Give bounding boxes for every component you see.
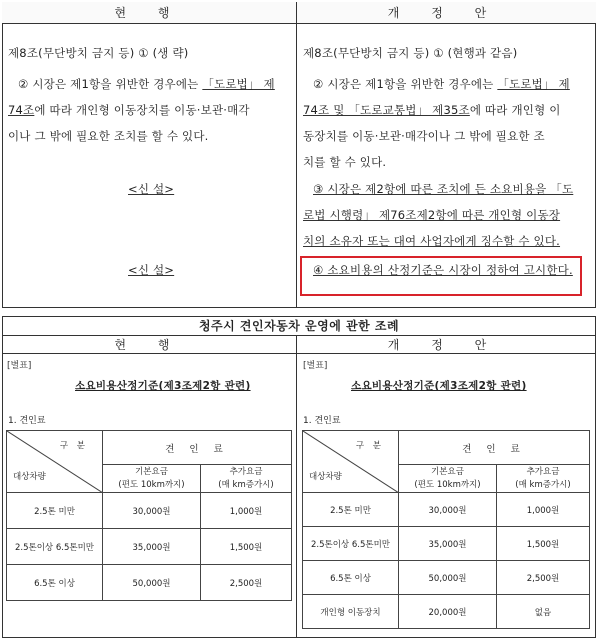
revised-para2-line2 [303,99,561,122]
table-row [303,527,590,561]
revised-para4: ④ 소요비용의 산정기준은 시장이 정하여 고시한다. [313,263,573,277]
revised-para3-line2: 로법 시행령」 제76조제2항에 따른 개인형 이동장 [303,208,561,222]
revised-fee-table [302,430,590,629]
comparison-column-divider [296,2,297,308]
row-extra: 2,500원 [497,561,590,595]
row-basic: 50,000원 [399,561,497,595]
ordinance-current-header: 현 행 [114,338,184,352]
revised-para2-law-ref: 「도로법」 제 [497,77,570,91]
corner-top-label: 구 분 [355,441,384,451]
current-para2-line3: 이나 그 밖에 필요한 조치를 할 수 있다. [8,129,209,143]
extra-fee-header [201,465,292,493]
ordinance-revised-header: 개 정 안 [387,338,501,352]
revised-article-title: 제8조(무단방치 금지 등) ① (현행과 같음) [303,46,518,60]
current-item-label: 1. 견인료 [8,416,46,426]
extra-fee-header-line2: (매 km증가시) [515,479,571,490]
current-para2-line1 [18,73,275,96]
current-para2-line2 [8,99,250,122]
current-para2-article-ref: 74조 [8,103,35,117]
fee-header: 견 인 료 [399,431,590,465]
table-row [303,561,590,595]
row-basic: 30,000원 [399,493,497,527]
current-para2-line2-rest: 에 따라 개인형 이동장치를 이동·보관·매각 [34,103,250,117]
revised-corner-cell [303,431,399,493]
revised-item-label: 1. 견인료 [303,416,341,426]
row-extra: 없음 [497,595,590,629]
revised-para2-line2-rest: 에 따라 개인형 이 [469,103,561,117]
corner-bottom-label: 대상차량 [13,472,46,482]
ordinance-column-divider [296,336,297,638]
current-table-title: 소요비용산정기준(제3조제2항 관련) [75,380,251,392]
row-extra: 2,500원 [201,565,292,601]
basic-fee-header-line2: (편도 10km까지) [118,479,185,490]
row-basic: 35,000원 [103,529,201,565]
highlight-box [300,256,582,296]
basic-fee-header-line1: 기본요금 [431,466,464,477]
revised-column-header: 개 정 안 [387,6,501,20]
row-basic: 35,000원 [399,527,497,561]
revised-para2-line4: 치를 할 수 있다. [303,155,387,169]
revised-para2-line3: 동장치를 이동·보관·매각이나 그 밖에 필요한 조 [303,129,545,143]
current-para2-law-ref: 「도로법」 제 [202,77,275,91]
row-label: 6.5톤 이상 [7,565,103,601]
row-extra: 1,500원 [497,527,590,561]
current-corner-cell [7,431,103,493]
row-extra: 1,500원 [201,529,292,565]
row-basic: 50,000원 [103,565,201,601]
revised-table-title: 소요비용산정기준(제3조제2항 관련) [351,380,527,392]
extra-fee-header-line1: 추가요금 [526,466,560,477]
diagonal-line [303,431,399,493]
revised-para2-line1 [313,73,570,96]
row-label: 2.5톤이상 6.5톤미만 [303,527,399,561]
row-label: 개인형 이동장치 [303,595,399,629]
corner-bottom-label: 대상차량 [309,472,342,482]
table-row [7,565,292,601]
row-extra: 1,000원 [201,493,292,529]
extra-fee-header-line2: (매 km증가시) [218,479,274,490]
row-basic: 20,000원 [399,595,497,629]
revised-para2-amended-ref: 74조 및 「도로교통법」 제35조 [303,103,470,117]
current-attachment-label: [별표] [7,361,32,371]
table-row [7,529,292,565]
diagonal-line [7,431,103,493]
basic-fee-header-line1: 기본요금 [135,466,168,477]
table-row [303,493,590,527]
current-column-header: 현 행 [114,6,184,20]
extra-fee-header [497,465,590,493]
corner-top-label: 구 분 [59,441,88,451]
revised-para2-line1-pre: ② 시장은 제1항을 위반한 경우에는 [313,77,498,91]
revised-attachment-label: [별표] [303,361,328,371]
row-label: 2.5톤 미만 [303,493,399,527]
current-new-placeholder-2: <신 설> [128,263,175,277]
table-row [303,595,590,629]
basic-fee-header-line2: (편도 10km까지) [414,479,481,490]
row-basic: 30,000원 [103,493,201,529]
basic-fee-header [399,465,497,493]
row-label: 2.5톤이상 6.5톤미만 [7,529,103,565]
revised-para3-line1: ③ 시장은 제2항에 따른 조치에 든 소요비용을 「도 [313,182,574,196]
current-para2-line1-pre: ② 시장은 제1항을 위반한 경우에는 [18,77,203,91]
current-new-placeholder-1: <신 설> [128,182,175,196]
table-row [7,493,292,529]
row-label: 6.5톤 이상 [303,561,399,595]
extra-fee-header-line1: 추가요금 [229,466,263,477]
revised-para3-line3: 치의 소유자 또는 대여 사업자에게 징수할 수 있다. [303,234,561,248]
row-extra: 1,000원 [497,493,590,527]
ordinance-title: 청주시 견인자동차 운영에 관한 조례 [198,319,400,333]
fee-header: 견 인 료 [103,431,292,465]
current-article-title: 제8조(무단방치 금지 등) ① (생 략) [8,46,189,60]
row-label: 2.5톤 미만 [7,493,103,529]
current-fee-table [6,430,292,601]
basic-fee-header [103,465,201,493]
